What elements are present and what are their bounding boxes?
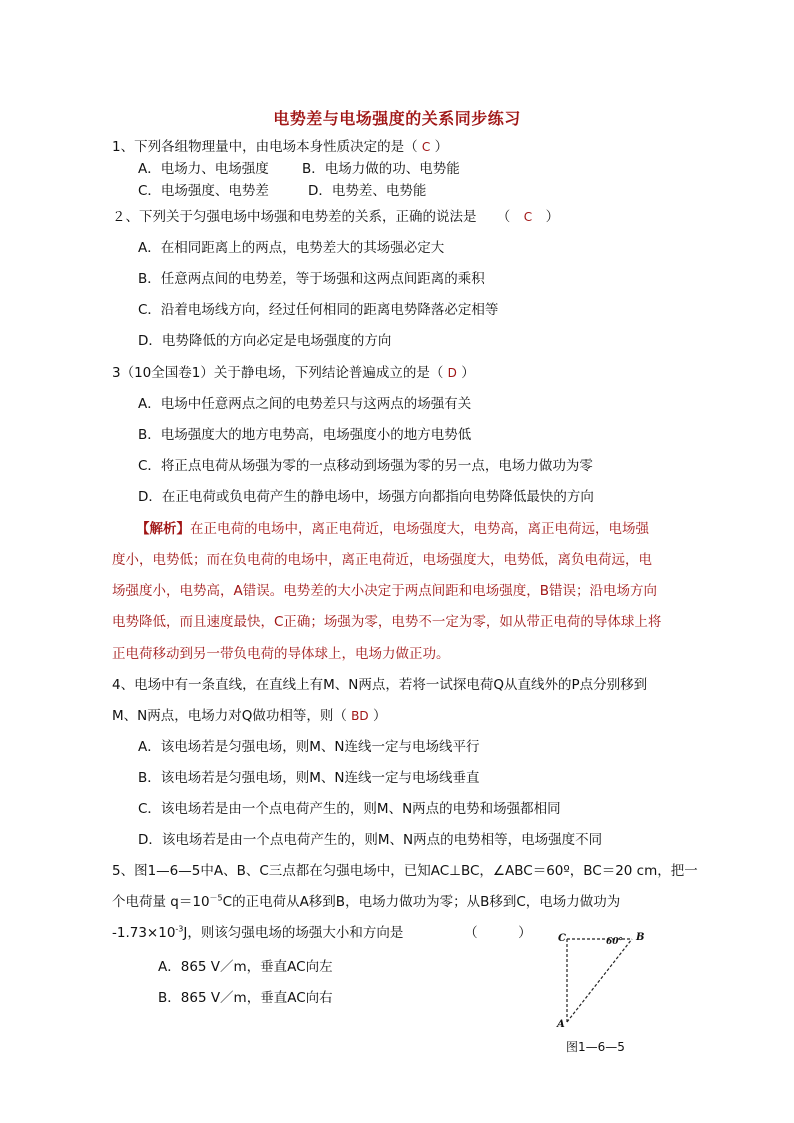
question-4-stem-post: ） [368,708,387,724]
question-5-stem-line-3 [112,924,532,942]
question-1-answer: C [421,140,431,154]
page-title: 电势差与电场强度的关系同步练习 [273,109,521,128]
question-4-option-c: C．该电场若是由一个点电荷产生的，则M、N两点的电势和场强都相同 [138,801,561,817]
analysis-line-5: 正电荷移动到另一带负电荷的导体球上，电场力做正功。 [112,646,450,662]
question-5-stem-line-2 [112,893,620,911]
point-b-label: B [636,932,645,943]
triangle-figure [552,922,672,1057]
question-4-option-a: A．该电场若是匀强电场，则M、N连线一定与电场线平行 [138,739,480,755]
question-5-stem-2-pre: 个电荷量 q＝10 [112,894,210,910]
figure-caption: 图1—6—5 [566,1040,625,1054]
question-4-answer: BD [351,709,369,723]
question-1-option-a: A．电场力、电场强度 [138,161,269,177]
question-5-exponent-2: -3 [175,924,184,934]
question-4-stem-line-1: 4、电场中有一条直线，在直线上有M、N两点，若将一试探电荷Q从直线外的P点分别移到 [112,677,648,693]
question-3-stem-pre: 3（10全国卷1）关于静电场，下列结论普遍成立的是（ [112,365,448,381]
question-4-option-b: B．该电场若是匀强电场，则M、N连线一定与电场线垂直 [138,770,480,786]
point-c-label: C [558,933,566,944]
side-ab [567,939,632,1022]
angle-label: 60° [606,937,624,947]
question-3-stem-post: ） [456,365,475,381]
analysis-text-1: 在正电荷的电场中，离正电荷近，电场强度大，电势高，离正电荷远，电场强 [190,521,649,537]
question-1-option-d: D．电势差、电势能 [308,183,427,199]
analysis-line-2: 度小，电势低；而在负电荷的电场中，离正电荷近，电场强度大，电势低，离负电荷远，电 [112,552,652,568]
question-2-option-d: D．电势降低的方向必定是电场强度的方向 [138,333,392,349]
question-3-option-c: C．将正点电荷从场强为零的一点移动到场强为零的另一点，电场力做功为零 [138,458,593,474]
question-2-option-b: B．任意两点间的电势差，等于场强和这两点间距离的乘积 [138,271,485,287]
question-2-stem-pre: ２、下列关于匀强电场中场强和电势差的关系，正确的说法是 （ [112,209,524,225]
question-1-stem-pre: 1、下列各组物理量中，由电场本身性质决定的是（ [112,139,422,155]
analysis-tag: 【解析】 [136,521,190,537]
question-2-option-a: A．在相同距离上的两点，电势差大的其场强必定大 [138,240,445,256]
question-4-stem-pre: M、N两点，电场力对Q做功相等，则（ [112,708,352,724]
question-2-answer: C [523,210,533,224]
analysis-line-1 [136,520,649,538]
point-a-label: A [557,1019,565,1030]
question-1-option-c: C．电场强度、电势差 [138,183,269,199]
question-1-stem-post: ） [430,139,449,155]
question-3-stem [112,364,475,382]
analysis-line-4: 电势降低，而且速度最快，C正确；场强为零，电势不一定为零，如从带正电荷的导体球上将 [112,614,662,630]
question-3-option-b: B．电场强度大的地方电势高，电场强度小的地方电势低 [138,427,472,443]
question-2-stem [112,208,559,226]
question-5-stem-3-pre: -1.73×10 [112,925,176,941]
question-5-stem-2-post: C的正电荷从A移到B，电场力做功为零；从B移到C，电场力做功为 [222,894,621,910]
question-3-answer: D [447,366,457,380]
question-1-stem [112,138,448,156]
question-5-exponent-1: －5 [209,893,223,903]
question-4-stem-line-2 [112,707,386,725]
analysis-line-3: 场强度小，电势高，A错误。电势差的大小决定于两点间距和电场强度，B错误；沿电场方向 [112,583,657,599]
question-5-option-a: A．865 V／m，垂直AC向左 [158,959,333,975]
question-4-option-d: D．该电场若是由一个点电荷产生的，则M、N两点的电势相等，电场强度不同 [138,832,603,848]
question-2-stem-post: ） [532,209,560,225]
question-3-option-d: D．在正电荷或负电荷产生的静电场中，场强方向都指向电势降低最快的方向 [138,489,594,505]
question-5-stem-line-1: 5、图1—6—5中A、B、C三点都在匀强电场中，已知AC⊥BC，∠ABC＝60º，BC＝20 cm，把一 [112,863,698,879]
question-5-stem-3-post: J，则该匀强电场的场强大小和方向是 （ ） [183,925,532,941]
question-3-option-a: A．电场中任意两点之间的电势差只与这两点的场强有关 [138,396,472,412]
question-5-option-b: B．865 V／m，垂直AC向右 [158,990,333,1006]
question-1-option-b: B．电场力做的功、电势能 [302,161,460,177]
question-2-option-c: C．沿着电场线方向，经过任何相同的距离电势降落必定相等 [138,302,499,318]
